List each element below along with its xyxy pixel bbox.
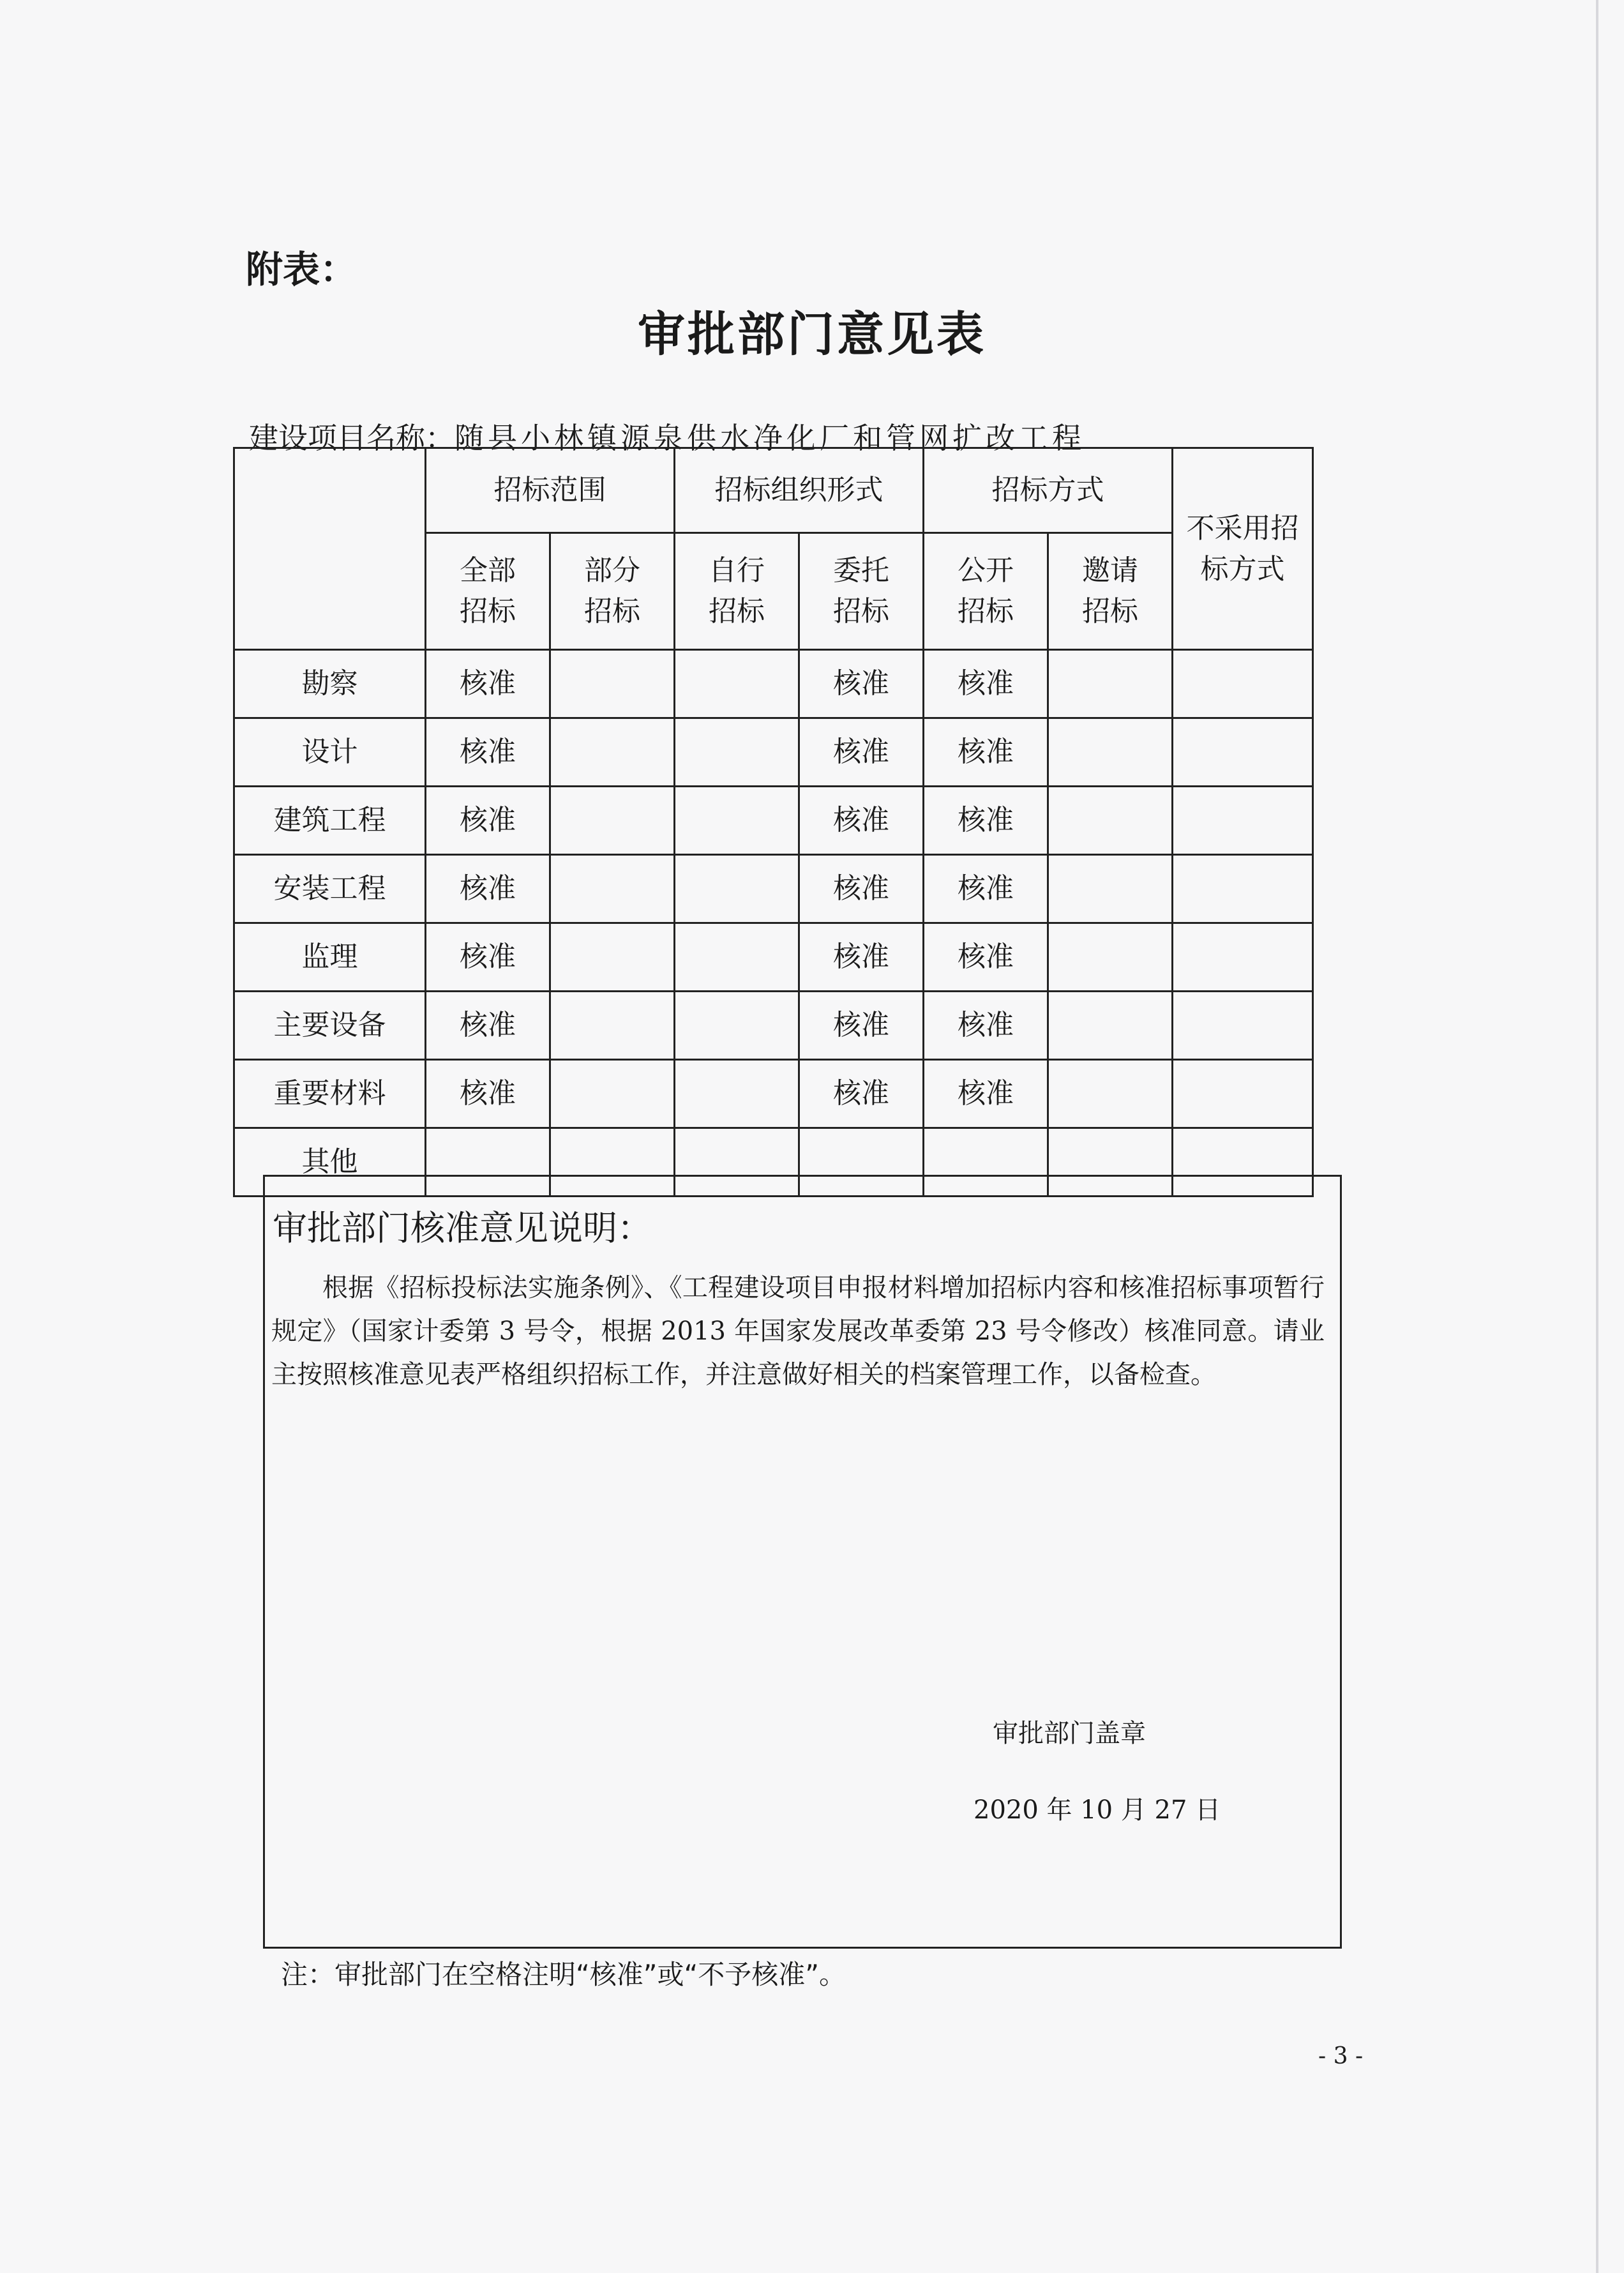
table-cell: 核准 bbox=[924, 992, 1048, 1060]
table-cell: 核准 bbox=[924, 787, 1048, 855]
table-cell bbox=[1173, 992, 1313, 1060]
table-cell bbox=[1048, 855, 1173, 923]
table-cell: 核准 bbox=[426, 1060, 550, 1128]
table-cell: 核准 bbox=[426, 923, 550, 992]
table-cell bbox=[1048, 718, 1173, 787]
table-cell: 核准 bbox=[924, 923, 1048, 992]
table-cell: 核准 bbox=[426, 855, 550, 923]
approval-date: 2020 年 10 月 27 日 bbox=[974, 1795, 1221, 1825]
table-cell bbox=[1173, 787, 1313, 855]
subheader-cell: 邀请招标 bbox=[1048, 533, 1173, 650]
table-cell bbox=[550, 1060, 675, 1128]
table-cell: 核准 bbox=[799, 1060, 924, 1128]
row-label: 设计 bbox=[234, 718, 426, 787]
subheader-cell: 自行招标 bbox=[675, 533, 799, 650]
table-cell bbox=[1173, 718, 1313, 787]
table-cell bbox=[1048, 787, 1173, 855]
row-label: 安装工程 bbox=[234, 855, 426, 923]
table-row bbox=[234, 1060, 1313, 1128]
table-cell bbox=[1173, 650, 1313, 718]
table-cell: 核准 bbox=[924, 1060, 1048, 1128]
table-cell bbox=[675, 855, 799, 923]
row-label: 建筑工程 bbox=[234, 787, 426, 855]
group-header-method: 招标方式 bbox=[924, 448, 1173, 533]
table-cell bbox=[550, 923, 675, 992]
table-cell: 核准 bbox=[426, 650, 550, 718]
table-row bbox=[234, 718, 1313, 787]
table-cell bbox=[1173, 1060, 1313, 1128]
group-header-org-form: 招标组织形式 bbox=[675, 448, 924, 533]
table-cell bbox=[675, 1060, 799, 1128]
page-number: - 3 - bbox=[1318, 2043, 1364, 2069]
table-cell: 核准 bbox=[426, 718, 550, 787]
row-label: 其他 bbox=[234, 1128, 426, 1197]
table-cell bbox=[1048, 1060, 1173, 1128]
table-cell bbox=[1048, 650, 1173, 718]
opinion-body: 根据《招标投标法实施条例》、《工程建设项目申报材料增加招标内容和核准招标事项暂行规定》（国家计委第 3 号令，根据 2013 年国家发展改革委第 23 号令修改）核准同意。请业主按照核准意见表严格组织招标工作，并注意做好相关的档案管理工作，以备检查。 bbox=[271, 1273, 1325, 1389]
table-cell bbox=[675, 923, 799, 992]
group-header-scope: 招标范围 bbox=[426, 448, 675, 533]
table-cell bbox=[1048, 992, 1173, 1060]
subheader-cell: 部分招标 bbox=[550, 533, 675, 650]
group-header-no-bidding: 不采用招标方式 bbox=[1173, 448, 1313, 650]
table-cell bbox=[550, 718, 675, 787]
page-title: 审批部门意见表 bbox=[638, 307, 986, 362]
table-row bbox=[234, 787, 1313, 855]
table-cell bbox=[675, 787, 799, 855]
table-cell bbox=[1048, 923, 1173, 992]
table-cell: 核准 bbox=[799, 855, 924, 923]
table-cell: 核准 bbox=[799, 923, 924, 992]
table-row bbox=[234, 923, 1313, 992]
table-cell bbox=[675, 650, 799, 718]
opinion-heading: 审批部门核准意见说明： bbox=[273, 1208, 652, 1248]
table-cell: 核准 bbox=[799, 650, 924, 718]
table-cell bbox=[675, 992, 799, 1060]
table-cell bbox=[550, 787, 675, 855]
table-body bbox=[234, 650, 1313, 1197]
table-cell bbox=[1173, 855, 1313, 923]
row-label: 主要设备 bbox=[234, 992, 426, 1060]
subheader-cell: 全部招标 bbox=[426, 533, 550, 650]
table-cell: 核准 bbox=[799, 718, 924, 787]
table-cell bbox=[550, 855, 675, 923]
table-cell: 核准 bbox=[924, 650, 1048, 718]
table-cell: 核准 bbox=[426, 787, 550, 855]
table-cell: 核准 bbox=[799, 992, 924, 1060]
table-cell: 核准 bbox=[924, 855, 1048, 923]
table-cell bbox=[675, 718, 799, 787]
row-label: 勘察 bbox=[234, 650, 426, 718]
footnote: 注：审批部门在空格注明“核准”或“不予核准”。 bbox=[281, 1959, 846, 1990]
header-row-groups bbox=[234, 448, 1313, 533]
stamp-label: 审批部门盖章 bbox=[993, 1719, 1146, 1748]
project-label: 建设项目名称： bbox=[249, 421, 455, 455]
attachment-label: 附表： bbox=[246, 248, 357, 291]
approval-table bbox=[233, 447, 1314, 1197]
table-cell: 核准 bbox=[426, 992, 550, 1060]
table-cell bbox=[1173, 923, 1313, 992]
table-row bbox=[234, 855, 1313, 923]
table-cell bbox=[550, 992, 675, 1060]
table-cell: 核准 bbox=[924, 718, 1048, 787]
row-label: 监理 bbox=[234, 923, 426, 992]
opinion-box bbox=[263, 1175, 1342, 1949]
row-label: 重要材料 bbox=[234, 1060, 426, 1128]
table-cell bbox=[550, 650, 675, 718]
corner-cell bbox=[234, 448, 426, 650]
table-cell: 核准 bbox=[799, 787, 924, 855]
subheader-cell: 委托招标 bbox=[799, 533, 924, 650]
subheader-cell: 公开招标 bbox=[924, 533, 1048, 650]
project-name: 随县小林镇源泉供水净化厂和管网扩改工程 bbox=[455, 421, 1085, 455]
table-row bbox=[234, 992, 1313, 1060]
table-row bbox=[234, 650, 1313, 718]
